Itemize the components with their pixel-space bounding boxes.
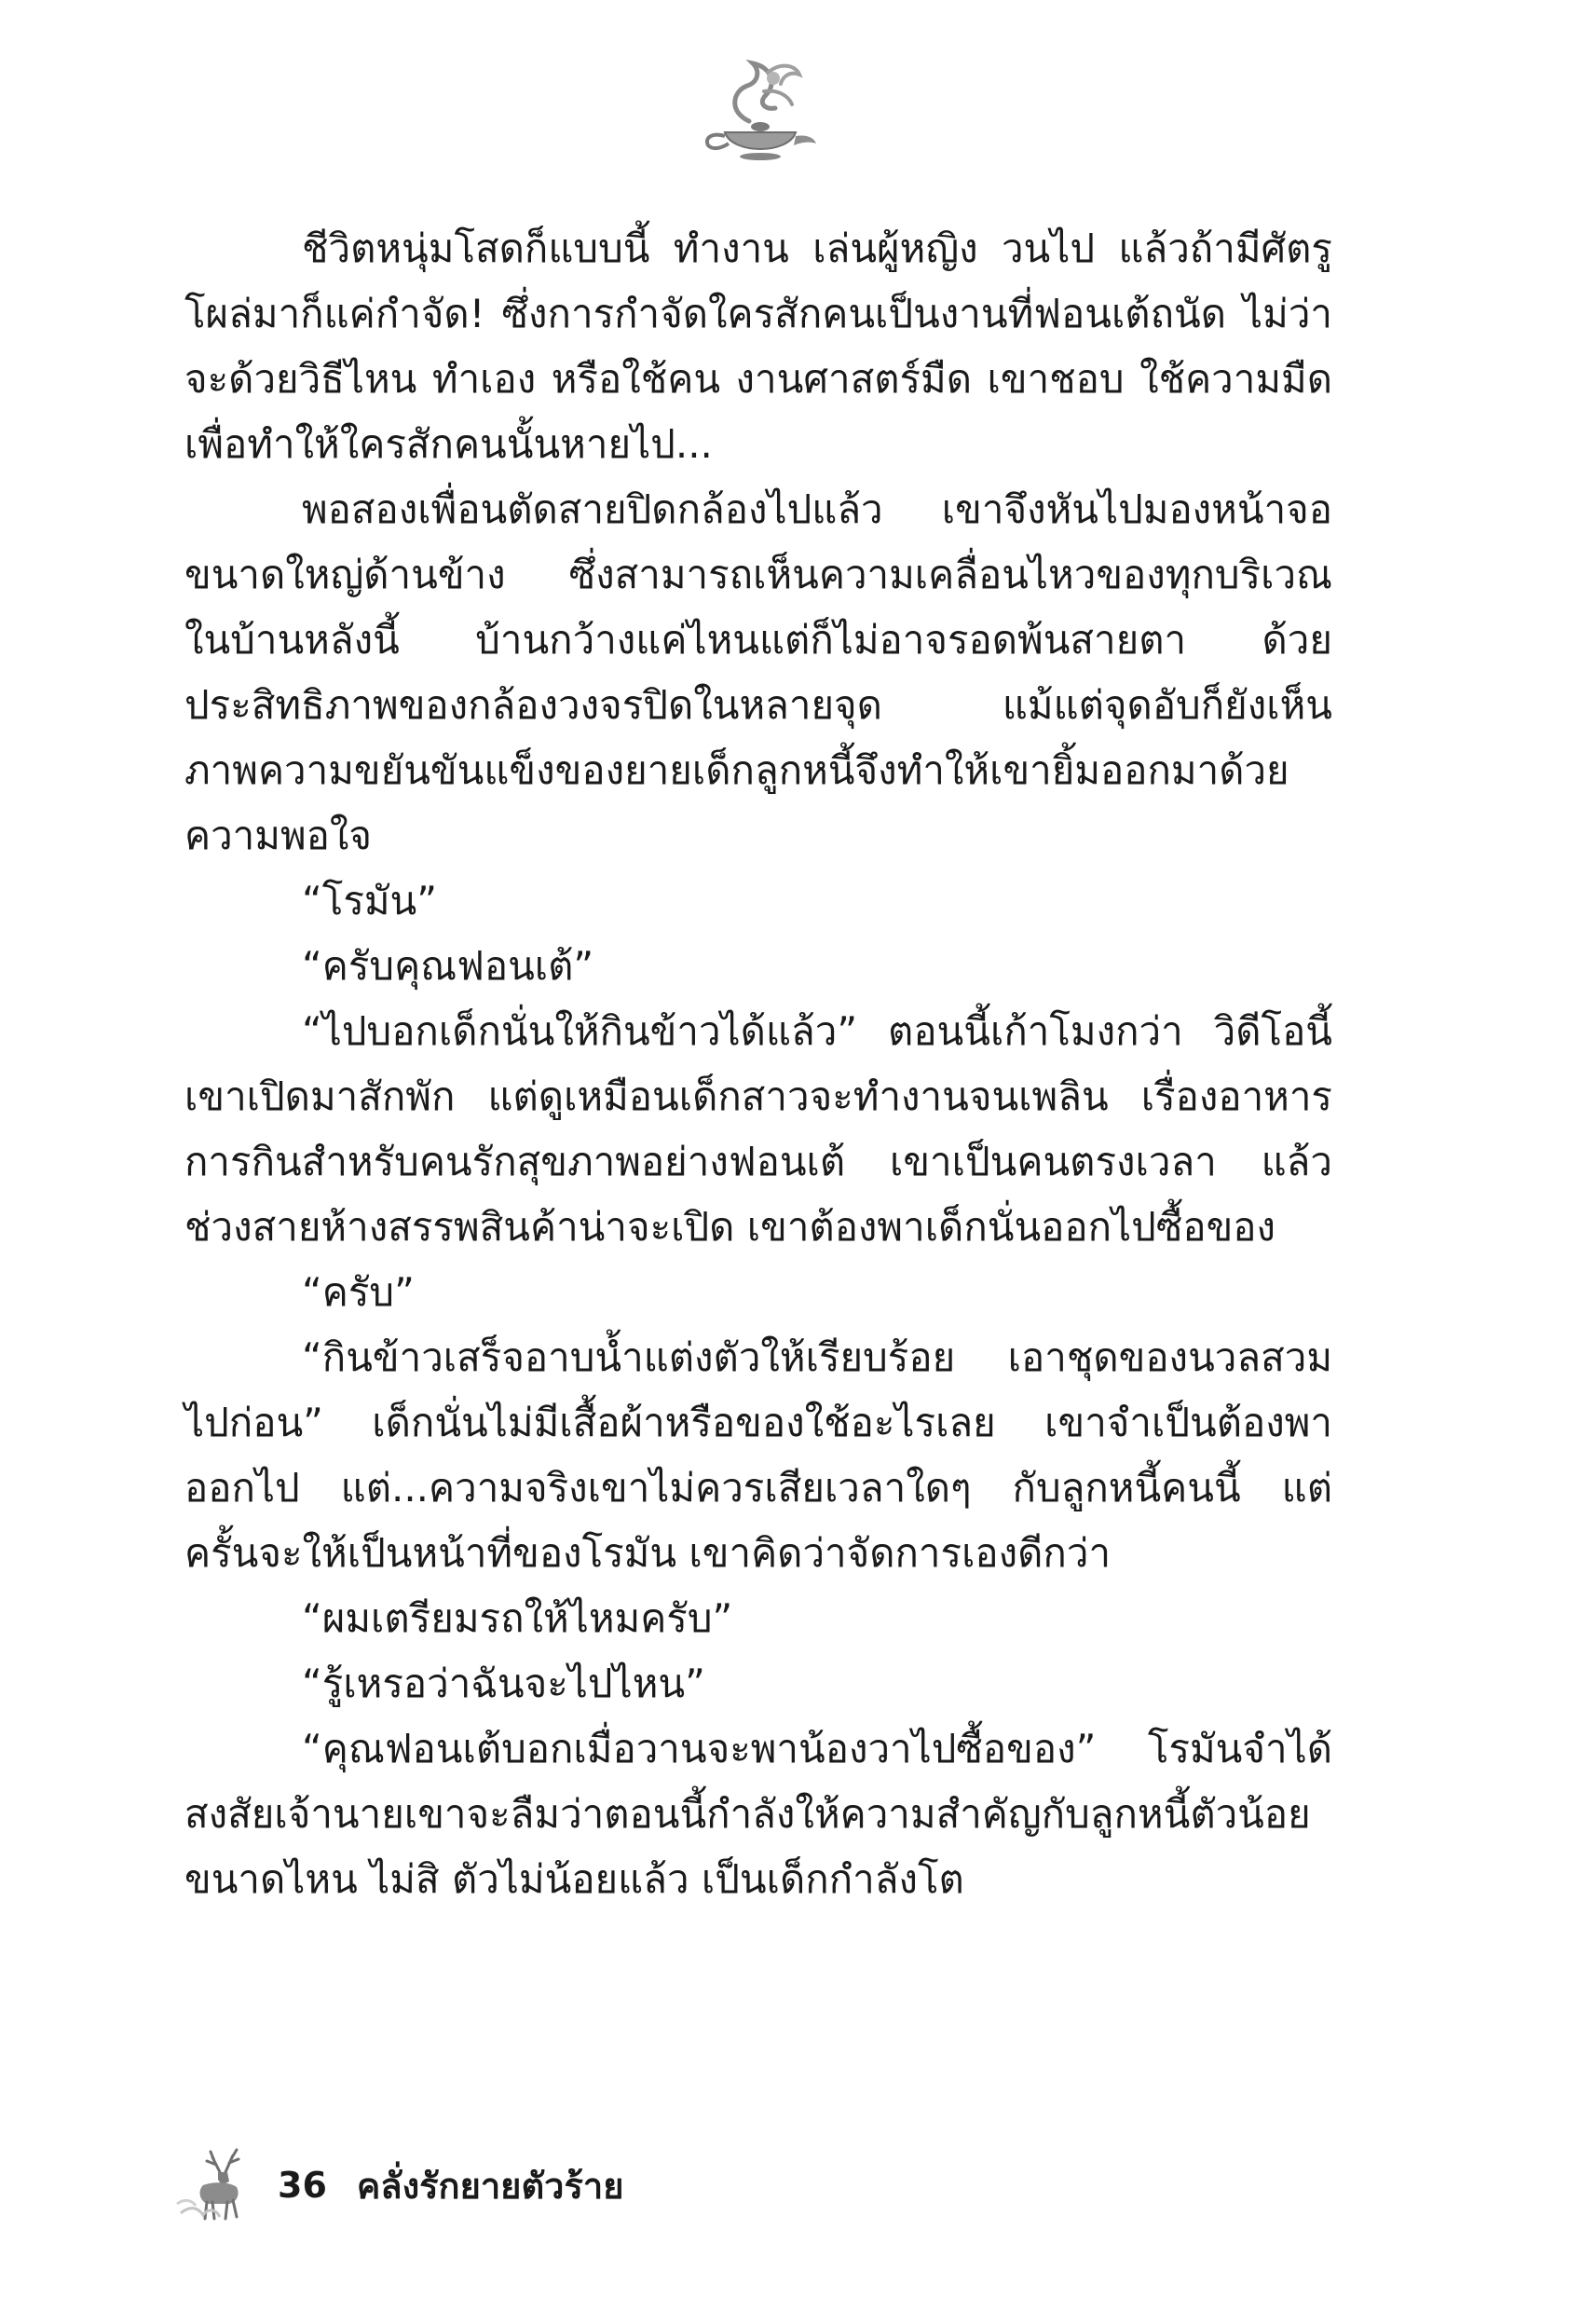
text-line: ออกไป แต่...ความจริงเขาไม่ควรเสียเวลาใดๆ กับลูกหนี้คนนี้ แต่ (184, 1465, 1332, 1511)
text-line: ชีวิตหนุ่มโสดก็แบบนี้ ทำงาน เล่นผู้หญิง วนไป แล้วถ้ามีศัตรู (302, 226, 1332, 271)
page-footer (175, 2148, 623, 2222)
text-line: ความพอใจ (184, 813, 372, 858)
book-title: คลั่งรักยายตัวร้าย (356, 2165, 624, 2207)
text-line: “โรมัน” (302, 878, 438, 923)
text-line: พอสองเพื่อนตัดสายปิดกล้องไปแล้ว เขาจึงหันไปมองหน้าจอ (302, 486, 1332, 532)
text-line: “ครับ” (302, 1269, 415, 1315)
text-line: โผล่มาก็แค่กำจัด! ซึ่งการกำจัดใครสักคนเป็นงานที่ฟอนเต้ถนัด ไม่ว่า (184, 291, 1332, 336)
deer-icon (175, 2148, 259, 2222)
text-line: ไปก่อน” เด็กนั่นไม่มีเสื้อผ้าหรือของใช้อะไรเลย เขาจำเป็นต้องพา (184, 1400, 1332, 1445)
body-text (184, 216, 1332, 1912)
text-line: สงสัยเจ้านายเขาจะลืมว่าตอนนี้กำลังให้ความสำคัญกับลูกหนี้ตัวน้อย (184, 1791, 1311, 1837)
text-line: ช่วงสายห้างสรรพสินค้าน่าจะเปิด เขาต้องพาเด็กนั่นออกไปซื้อของ (184, 1204, 1276, 1250)
text-line: ในบ้านหลังนี้ บ้านกว้างแค่ไหนแต่ก็ไม่อาจรอดพ้นสายตา ด้วย (184, 617, 1332, 663)
text-line: ภาพความขยันขันแข็งของยายเด็กลูกหนี้จึงทำให้เขายิ้มออกมาด้วย (184, 747, 1289, 793)
text-line: การกินสำหรับคนรักสุขภาพอย่างฟอนเต้ เขาเป็นคนตรงเวลา แล้ว (184, 1139, 1332, 1184)
text-line: “รู้เหรอว่าฉันจะไปไหน” (302, 1661, 705, 1706)
page-number: 36 (278, 2165, 327, 2206)
genie-lamp-icon (691, 54, 822, 166)
text-line: เพื่อทำให้ใครสักคนนั้นหายไป... (184, 421, 713, 467)
text-line: เขาเปิดมาสักพัก แต่ดูเหมือนเด็กสาวจะทำงานจนเพลิน เรื่องอาหาร (184, 1073, 1332, 1119)
text-line: จะด้วยวิธีไหน ทำเอง หรือใช้คน งานศาสตร์มืด เขาชอบ ใช้ความมืด (184, 356, 1332, 402)
text-line: “คุณฟอนเต้บอกเมื่อวานจะพาน้องวาไปซื้อของ” โรมันจำได้ (302, 1726, 1332, 1771)
text-line: “กินข้าวเสร็จอาบน้ำแต่งตัวให้เรียบร้อย เอาชุดของนวลสวม (302, 1334, 1332, 1380)
text-line: ขนาดไหน ไม่สิ ตัวไม่น้อยแล้ว เป็นเด็กกำลังโต (184, 1856, 964, 1902)
text-line: ครั้นจะให้เป็นหน้าที่ของโรมัน เขาคิดว่าจัดการเองดีกว่า (184, 1530, 1112, 1576)
text-line: “ผมเตรียมรถให้ไหมครับ” (302, 1595, 733, 1641)
text-line: “ไปบอกเด็กนั่นให้กินข้าวได้แล้ว” ตอนนี้เก้าโมงกว่า วิดีโอนี้ (302, 1008, 1332, 1054)
text-line: ขนาดใหญ่ด้านข้าง ซึ่งสามารถเห็นความเคลื่อนไหวของทุกบริเวณ (184, 552, 1332, 597)
text-line: ประสิทธิภาพของกล้องวงจรปิดในหลายจุด แม้แต่จุดอับก็ยังเห็น (184, 682, 1332, 728)
text-line: “ครับคุณฟอนเต้” (302, 943, 594, 989)
